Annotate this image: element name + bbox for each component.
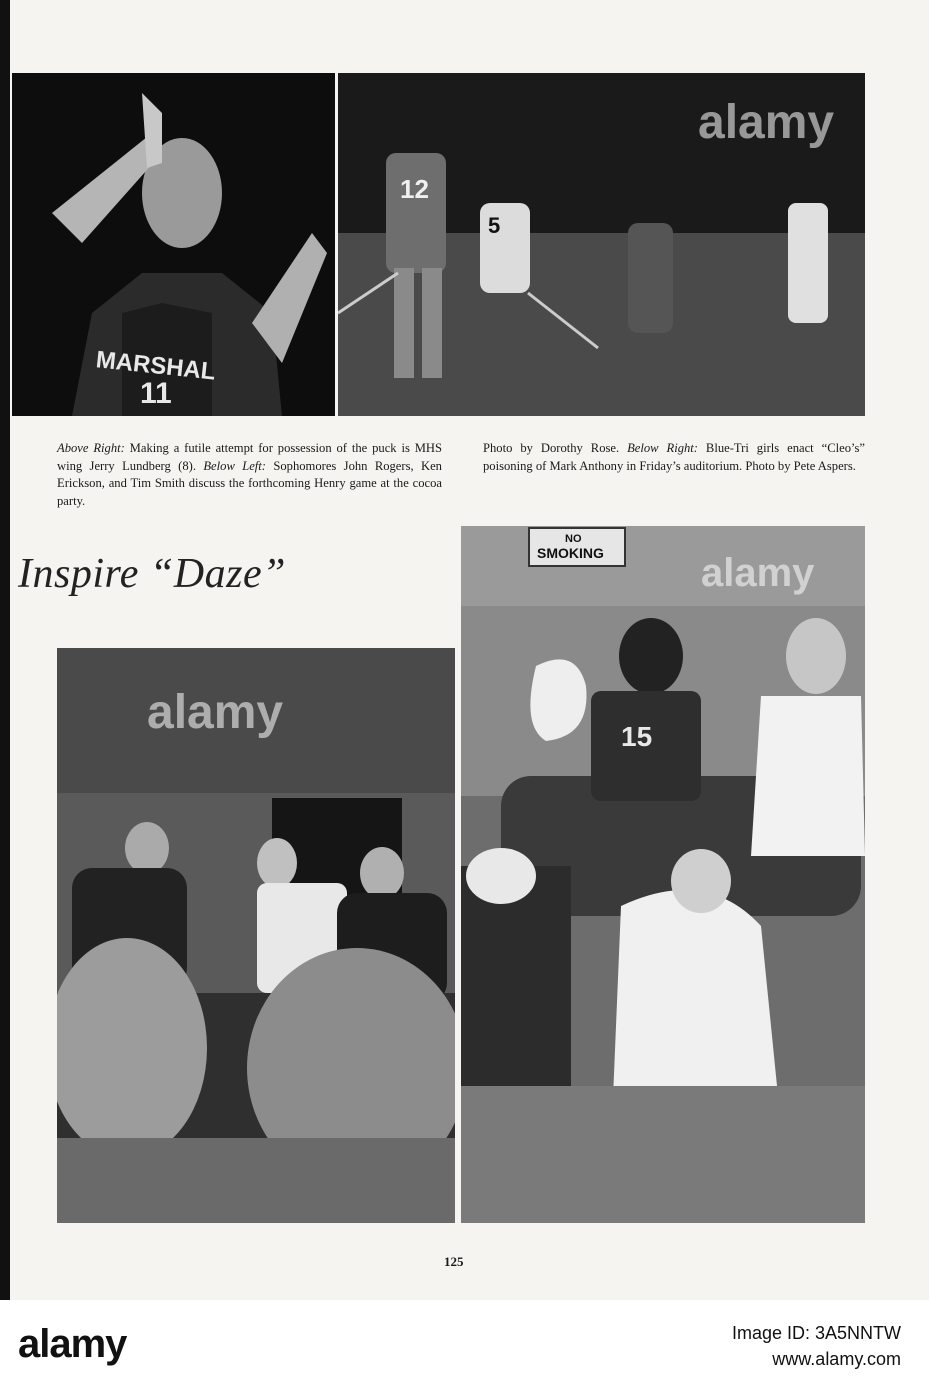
scan-edge xyxy=(0,0,10,1300)
caption-text: Making a futile attempt for possession of the puck is MHS wing Jerry Lundberg (8). xyxy=(57,441,442,473)
hockey-number-b: 5 xyxy=(488,213,501,238)
caption-text: Photo by Dorothy Rose. xyxy=(483,441,628,455)
page-headline: Inspire “Daze” xyxy=(18,551,286,597)
stock-footer xyxy=(0,1300,929,1390)
stage-photo xyxy=(461,526,865,1223)
image-id-block xyxy=(732,1320,901,1372)
caption-text: Sophomores John Rogers, Ken Erickson, and Tim Smith discuss the forthcoming Henry game at the cocoa party. xyxy=(57,458,442,508)
site-url: www.alamy.com xyxy=(772,1349,901,1369)
watermark: alamy xyxy=(701,551,815,595)
caption-lead: Below Left: xyxy=(203,458,266,473)
sign-line-2: SMOKING xyxy=(537,545,604,561)
cocoa-party-photo xyxy=(57,648,455,1223)
image-id: Image ID: 3A5NNTW xyxy=(731,1323,901,1343)
jersey-text: MARSHAL xyxy=(94,346,217,386)
watermark: alamy xyxy=(698,96,835,149)
hockey-number-a: 12 xyxy=(400,174,429,204)
caption-right xyxy=(483,440,865,475)
hockey-scene xyxy=(338,73,865,416)
basketball-scene xyxy=(12,73,335,416)
cocoa-party-scene xyxy=(57,648,455,1223)
watermark: alamy xyxy=(147,686,284,739)
caption-lead: Below Right: xyxy=(627,441,698,455)
sign-line-1: NO xyxy=(565,533,582,545)
caption-left xyxy=(57,440,442,510)
caption-lead: Above Right: xyxy=(57,441,125,455)
hockey-photo xyxy=(338,73,865,416)
basketball-photo xyxy=(12,73,335,416)
stage-jersey-number: 15 xyxy=(621,721,653,752)
page-number: 125 xyxy=(444,1254,464,1269)
jersey-number: 11 xyxy=(140,377,172,410)
stage-scene xyxy=(461,526,865,1223)
alamy-logo: alamy xyxy=(18,1322,127,1366)
caption-text: Blue-Tri girls enact “Cleo’s” poisoning of Mark Anthony in Friday’s auditorium. Photo by Pete Aspers. xyxy=(483,441,865,473)
